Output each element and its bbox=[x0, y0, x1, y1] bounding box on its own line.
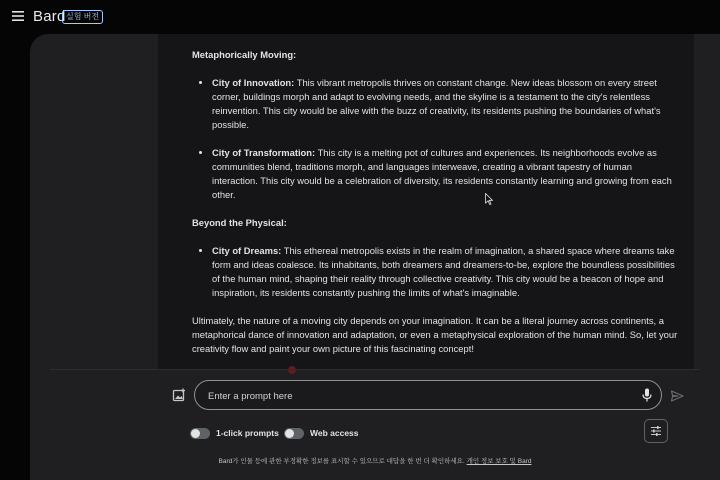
web-access-toggle-row bbox=[284, 426, 359, 440]
mic-icon[interactable] bbox=[641, 388, 653, 402]
disclaimer bbox=[30, 456, 720, 465]
disclaimer-text: Bard가 인물 등에 관한 부정확한 정보를 표시할 수 있으므로 대답을 한 번 더 확인하세요. bbox=[218, 458, 465, 465]
item-title: City of Transformation: bbox=[212, 147, 316, 158]
toggle-knob bbox=[191, 429, 200, 438]
chat-panel bbox=[30, 34, 720, 480]
top-bar bbox=[0, 0, 720, 34]
mouse-cursor-icon bbox=[485, 193, 493, 205]
prompt-box[interactable] bbox=[194, 380, 662, 410]
privacy-link[interactable]: 개인 정보 보호 및 Bard bbox=[466, 458, 532, 465]
web-access-toggle[interactable] bbox=[284, 428, 304, 439]
item-text: This ethereal metropolis exists in the realm of imagination, a shared space where dreams take form and ideas coalesce. Its inhabitants, both dreamers and dreamers-to-be, explore the boundless possibilities of the human mind, shaping their reality through collective creativity. This city would be a beacon of hope and inspiration, its residents constantly pushing the limits of what's imaginable. bbox=[212, 245, 675, 298]
response-content bbox=[192, 48, 678, 356]
section-list bbox=[192, 76, 678, 202]
response-card bbox=[158, 34, 694, 369]
section-heading: Beyond the Physical: bbox=[192, 217, 287, 228]
list-item bbox=[212, 146, 678, 202]
menu-icon[interactable] bbox=[12, 10, 24, 22]
conclusion-paragraph: Ultimately, the nature of a moving city depends on your imagination. It can be a literal journey across continents, a metaphorical dance of innovation and adaptation, or even a metaphysical exploration of the human mind. So, let your creativity flow and paint your own picture of this fascinating concept! bbox=[192, 315, 678, 354]
list-item bbox=[212, 244, 678, 300]
settings-sliders-icon bbox=[650, 425, 662, 437]
item-title: City of Dreams: bbox=[212, 245, 282, 256]
image-upload-icon[interactable] bbox=[172, 388, 186, 402]
experiment-badge: 실험 버전 bbox=[62, 10, 103, 24]
toggle-knob bbox=[285, 429, 294, 438]
send-icon[interactable] bbox=[670, 389, 684, 403]
list-item bbox=[212, 76, 678, 132]
web-access-label: Web access bbox=[310, 428, 359, 438]
app-title[interactable]: Bard bbox=[33, 8, 66, 25]
partial-icon bbox=[288, 366, 296, 374]
item-text: This vibrant metropolis thrives on constant change. New ideas blossom on every street corner, buildings morph and adapt to evolving needs, and the skyline is a testament to the city's relentless reinvention. This city would be alive with the buzz of creativity, its residents pushing the boundaries of what's possible. bbox=[212, 77, 661, 130]
one-click-toggle-row bbox=[190, 426, 279, 440]
section-list bbox=[192, 244, 678, 300]
section-heading: Metaphorically Moving: bbox=[192, 49, 297, 60]
settings-button[interactable] bbox=[644, 419, 668, 443]
item-text: This city is a melting pot of cultures and experiences. Its neighborhoods evolve as communities blend, traditions morph, and languages interweave, creating a vibrant tapestry of human interaction. This city would be a celebration of diversity, its residents constantly learning and growing from each other. bbox=[212, 147, 672, 200]
divider bbox=[50, 369, 700, 370]
one-click-label: 1-click prompts bbox=[216, 428, 279, 438]
prompt-input[interactable] bbox=[206, 387, 630, 405]
item-title: City of Innovation: bbox=[212, 77, 295, 88]
one-click-toggle[interactable] bbox=[190, 428, 210, 439]
